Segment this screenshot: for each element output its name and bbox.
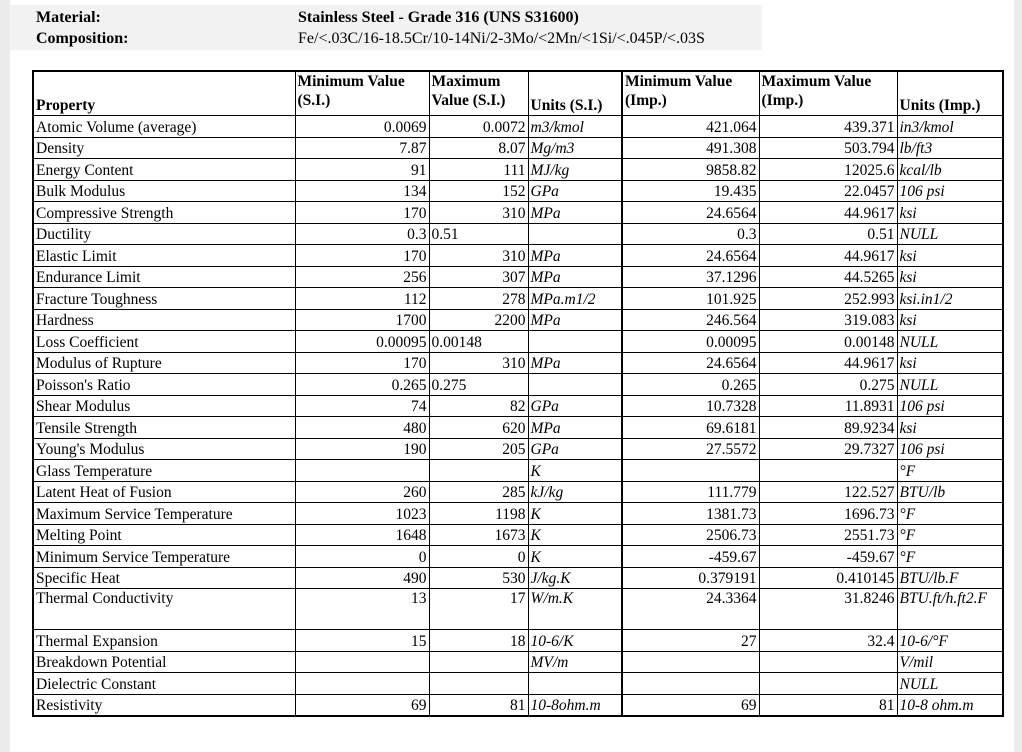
cell-units-si: 10-8ohm.m (528, 694, 622, 716)
cell-min-si: 1700 (295, 309, 429, 331)
cell-max-si: 278 (429, 288, 528, 310)
cell-units-si: GPa (528, 395, 622, 417)
table-row (33, 159, 1003, 181)
cell-min-si: 0.0069 (295, 116, 429, 138)
cell-min-si: 190 (295, 438, 429, 460)
cell-min-si: 91 (295, 159, 429, 181)
cell-min-imp: 69.6181 (622, 417, 759, 439)
cell-max-imp: -459.67 (759, 546, 897, 568)
cell-property: Minimum Service Temperature (33, 546, 295, 568)
cell-property: Dielectric Constant (33, 673, 295, 695)
cell-max-si: 82 (429, 395, 528, 417)
cell-max-imp: 122.527 (759, 481, 897, 503)
cell-min-imp: 24.6564 (622, 352, 759, 374)
cell-max-si: 530 (429, 567, 528, 589)
cell-max-si: 1198 (429, 503, 528, 525)
material-value: Stainless Steel - Grade 316 (UNS S31600) (298, 9, 579, 26)
cell-units-imp: ksi.in1/2 (897, 288, 1003, 310)
cell-units-si: K (528, 546, 622, 568)
cell-property: Atomic Volume (average) (33, 116, 295, 138)
cell-property: Poisson's Ratio (33, 374, 295, 396)
cell-units-si: kJ/kg (528, 481, 622, 503)
table-row (33, 116, 1003, 138)
material-label: Material: (36, 9, 101, 26)
cell-max-imp: 252.993 (759, 288, 897, 310)
cell-units-si: MPa (528, 245, 622, 267)
cell-property: Modulus of Rupture (33, 352, 295, 374)
document-page (10, 0, 1014, 752)
cell-min-si: 0.00095 (295, 331, 429, 353)
table-row (33, 524, 1003, 546)
cell-min-imp: 27 (622, 630, 759, 652)
cell-min-si: 170 (295, 245, 429, 267)
cell-min-imp: 24.6564 (622, 202, 759, 224)
cell-max-imp: 1696.73 (759, 503, 897, 525)
cell-min-imp (622, 651, 759, 673)
cell-min-imp: 24.3364 (622, 589, 759, 630)
table-row (33, 630, 1003, 652)
cell-min-si (295, 651, 429, 673)
cell-property: Fracture Toughness (33, 288, 295, 310)
cell-max-si: 620 (429, 417, 528, 439)
cell-property: Thermal Conductivity (33, 589, 295, 630)
cell-max-imp: 32.4 (759, 630, 897, 652)
cell-max-si: 0.51 (429, 223, 528, 245)
cell-max-imp: 0.275 (759, 374, 897, 396)
cell-min-si: 0.3 (295, 223, 429, 245)
cell-units-imp: ksi (897, 309, 1003, 331)
cell-units-imp: NULL (897, 374, 1003, 396)
cell-min-si: 1023 (295, 503, 429, 525)
cell-units-imp: °F (897, 524, 1003, 546)
table-row (33, 438, 1003, 460)
cell-units-si: MPa (528, 309, 622, 331)
cell-max-imp: 11.8931 (759, 395, 897, 417)
cell-units-imp: NULL (897, 223, 1003, 245)
cell-units-imp: ksi (897, 266, 1003, 288)
cell-property: Glass Temperature (33, 460, 295, 482)
table-row (33, 460, 1003, 482)
cell-max-si: 0.00148 (429, 331, 528, 353)
cell-max-si: 205 (429, 438, 528, 460)
table-row (33, 266, 1003, 288)
table-row (33, 309, 1003, 331)
table-row (33, 651, 1003, 673)
composition-value: Fe/<.03C/16-18.5Cr/10-14Ni/2-3Mo/<2Mn/<1Si/<.045P/<.03S (298, 30, 705, 47)
table-row (33, 673, 1003, 695)
cell-min-imp: 111.779 (622, 481, 759, 503)
cell-min-si: 1648 (295, 524, 429, 546)
cell-max-si: 152 (429, 180, 528, 202)
cell-units-imp: lb/ft3 (897, 137, 1003, 159)
cell-units-si: MPa (528, 352, 622, 374)
cell-property: Maximum Service Temperature (33, 503, 295, 525)
cell-max-si: 310 (429, 352, 528, 374)
cell-min-imp: 0.265 (622, 374, 759, 396)
cell-max-imp: 12025.6 (759, 159, 897, 181)
cell-units-si (528, 374, 622, 396)
cell-min-imp: 27.5572 (622, 438, 759, 460)
cell-units-si: m3/kmol (528, 116, 622, 138)
cell-units-imp: NULL (897, 673, 1003, 695)
cell-property: Endurance Limit (33, 266, 295, 288)
cell-units-imp: 106 psi (897, 180, 1003, 202)
cell-units-imp: V/mil (897, 651, 1003, 673)
cell-max-imp: 81 (759, 694, 897, 716)
cell-max-imp (759, 651, 897, 673)
table-row (33, 395, 1003, 417)
cell-units-imp: kcal/lb (897, 159, 1003, 181)
cell-max-imp: 44.9617 (759, 202, 897, 224)
cell-min-imp: 421.064 (622, 116, 759, 138)
cell-max-imp: 22.0457 (759, 180, 897, 202)
cell-min-si: 0.265 (295, 374, 429, 396)
col-header-max-imp: Maximum Value (Imp.) (759, 71, 897, 116)
cell-units-si: Mg/m3 (528, 137, 622, 159)
cell-property: Compressive Strength (33, 202, 295, 224)
cell-property: Specific Heat (33, 567, 295, 589)
cell-property: Latent Heat of Fusion (33, 481, 295, 503)
cell-min-imp (622, 673, 759, 695)
cell-max-imp: 29.7327 (759, 438, 897, 460)
cell-min-si: 112 (295, 288, 429, 310)
col-header-min-si: Minimum Value (S.I.) (295, 71, 429, 116)
cell-units-si: GPa (528, 438, 622, 460)
cell-min-si: 134 (295, 180, 429, 202)
cell-units-imp: °F (897, 546, 1003, 568)
cell-units-si: GPa (528, 180, 622, 202)
cell-units-imp: °F (897, 503, 1003, 525)
cell-property: Energy Content (33, 159, 295, 181)
cell-property: Elastic Limit (33, 245, 295, 267)
table-row (33, 245, 1003, 267)
cell-min-imp: 0.00095 (622, 331, 759, 353)
cell-max-imp: 439.371 (759, 116, 897, 138)
cell-max-si: 111 (429, 159, 528, 181)
cell-max-si: 307 (429, 266, 528, 288)
table-row (33, 503, 1003, 525)
cell-units-si: 10-6/K (528, 630, 622, 652)
cell-max-imp: 0.51 (759, 223, 897, 245)
cell-min-si: 7.87 (295, 137, 429, 159)
cell-units-si: MV/m (528, 651, 622, 673)
table-row (33, 589, 1003, 630)
cell-max-imp (759, 460, 897, 482)
cell-units-imp: BTU/lb (897, 481, 1003, 503)
col-header-max-si: Maximum Value (S.I.) (429, 71, 528, 116)
cell-min-imp: 19.435 (622, 180, 759, 202)
cell-units-imp: BTU/lb.F (897, 567, 1003, 589)
cell-min-imp: 246.564 (622, 309, 759, 331)
table-row (33, 331, 1003, 353)
cell-min-si: 74 (295, 395, 429, 417)
cell-max-si: 310 (429, 202, 528, 224)
cell-units-si: K (528, 524, 622, 546)
cell-property: Hardness (33, 309, 295, 331)
table-row (33, 288, 1003, 310)
table-row (33, 352, 1003, 374)
cell-min-si: 69 (295, 694, 429, 716)
cell-property: Melting Point (33, 524, 295, 546)
cell-property: Loss Coefficient (33, 331, 295, 353)
cell-min-si: 0 (295, 546, 429, 568)
cell-max-si (429, 673, 528, 695)
cell-max-imp: 319.083 (759, 309, 897, 331)
cell-min-si: 256 (295, 266, 429, 288)
cell-min-imp: 101.925 (622, 288, 759, 310)
cell-min-imp: 10.7328 (622, 395, 759, 417)
cell-max-si: 8.07 (429, 137, 528, 159)
cell-units-imp: °F (897, 460, 1003, 482)
cell-property: Shear Modulus (33, 395, 295, 417)
cell-min-si: 13 (295, 589, 429, 630)
cell-min-imp (622, 460, 759, 482)
table-row (33, 481, 1003, 503)
cell-max-imp: 0.410145 (759, 567, 897, 589)
cell-max-si (429, 651, 528, 673)
cell-min-imp: 9858.82 (622, 159, 759, 181)
cell-units-imp: 10-8 ohm.m (897, 694, 1003, 716)
table-row (33, 180, 1003, 202)
cell-units-si (528, 223, 622, 245)
cell-units-si: K (528, 503, 622, 525)
cell-min-si: 260 (295, 481, 429, 503)
cell-units-imp: 10-6/°F (897, 630, 1003, 652)
cell-units-si (528, 673, 622, 695)
cell-property: Ductility (33, 223, 295, 245)
cell-property: Bulk Modulus (33, 180, 295, 202)
cell-max-si: 0 (429, 546, 528, 568)
cell-max-si: 2200 (429, 309, 528, 331)
cell-units-imp: ksi (897, 245, 1003, 267)
cell-units-imp: BTU.ft/h.ft2.F (897, 589, 1003, 630)
cell-max-imp: 44.9617 (759, 352, 897, 374)
cell-units-imp: in3/kmol (897, 116, 1003, 138)
cell-property: Resistivity (33, 694, 295, 716)
cell-units-si: MJ/kg (528, 159, 622, 181)
cell-min-imp: 1381.73 (622, 503, 759, 525)
cell-max-imp: 0.00148 (759, 331, 897, 353)
col-header-units-si: Units (S.I.) (528, 71, 622, 116)
cell-max-si: 17 (429, 589, 528, 630)
cell-max-si: 0.0072 (429, 116, 528, 138)
cell-min-imp: 37.1296 (622, 266, 759, 288)
cell-property: Thermal Expansion (33, 630, 295, 652)
table-row (33, 137, 1003, 159)
table-row (33, 567, 1003, 589)
cell-units-si: MPa (528, 417, 622, 439)
cell-units-imp: NULL (897, 331, 1003, 353)
table-row (33, 202, 1003, 224)
cell-units-imp: 106 psi (897, 395, 1003, 417)
cell-max-si: 1673 (429, 524, 528, 546)
cell-max-si: 81 (429, 694, 528, 716)
cell-property: Breakdown Potential (33, 651, 295, 673)
table-row (33, 374, 1003, 396)
cell-min-imp: 69 (622, 694, 759, 716)
cell-units-si (528, 331, 622, 353)
cell-max-si: 0.275 (429, 374, 528, 396)
cell-units-si: J/kg.K (528, 567, 622, 589)
cell-min-si (295, 673, 429, 695)
cell-min-si: 15 (295, 630, 429, 652)
cell-max-imp: 44.9617 (759, 245, 897, 267)
cell-min-si: 170 (295, 352, 429, 374)
cell-max-si: 310 (429, 245, 528, 267)
cell-max-imp: 89.9234 (759, 417, 897, 439)
cell-max-imp: 31.8246 (759, 589, 897, 630)
cell-units-si: MPa (528, 202, 622, 224)
cell-units-imp: 106 psi (897, 438, 1003, 460)
cell-max-si: 18 (429, 630, 528, 652)
cell-max-imp: 2551.73 (759, 524, 897, 546)
col-header-min-imp: Minimum Value (Imp.) (622, 71, 759, 116)
table-row (33, 417, 1003, 439)
table-row (33, 546, 1003, 568)
cell-units-imp: ksi (897, 202, 1003, 224)
cell-min-imp: -459.67 (622, 546, 759, 568)
table-row (33, 223, 1003, 245)
col-header-units-imp: Units (Imp.) (897, 71, 1003, 116)
cell-units-si: W/m.K (528, 589, 622, 630)
cell-max-si (429, 460, 528, 482)
col-header-property: Property (33, 71, 295, 116)
properties-table (32, 70, 1004, 717)
cell-min-si (295, 460, 429, 482)
cell-min-si: 490 (295, 567, 429, 589)
cell-max-imp (759, 673, 897, 695)
cell-min-imp: 2506.73 (622, 524, 759, 546)
composition-label: Composition: (36, 30, 129, 47)
cell-min-si: 480 (295, 417, 429, 439)
cell-property: Tensile Strength (33, 417, 295, 439)
table-header-row (33, 71, 1003, 116)
cell-units-si: K (528, 460, 622, 482)
table-row (33, 694, 1003, 716)
table-body (33, 116, 1003, 717)
cell-units-imp: ksi (897, 352, 1003, 374)
cell-min-imp: 24.6564 (622, 245, 759, 267)
cell-units-si: MPa (528, 266, 622, 288)
cell-max-si: 285 (429, 481, 528, 503)
cell-min-si: 170 (295, 202, 429, 224)
cell-min-imp: 0.3 (622, 223, 759, 245)
cell-min-imp: 0.379191 (622, 567, 759, 589)
cell-units-si: MPa.m1/2 (528, 288, 622, 310)
cell-max-imp: 44.5265 (759, 266, 897, 288)
cell-units-imp: ksi (897, 417, 1003, 439)
cell-property: Young's Modulus (33, 438, 295, 460)
cell-max-imp: 503.794 (759, 137, 897, 159)
cell-property: Density (33, 137, 295, 159)
cell-min-imp: 491.308 (622, 137, 759, 159)
